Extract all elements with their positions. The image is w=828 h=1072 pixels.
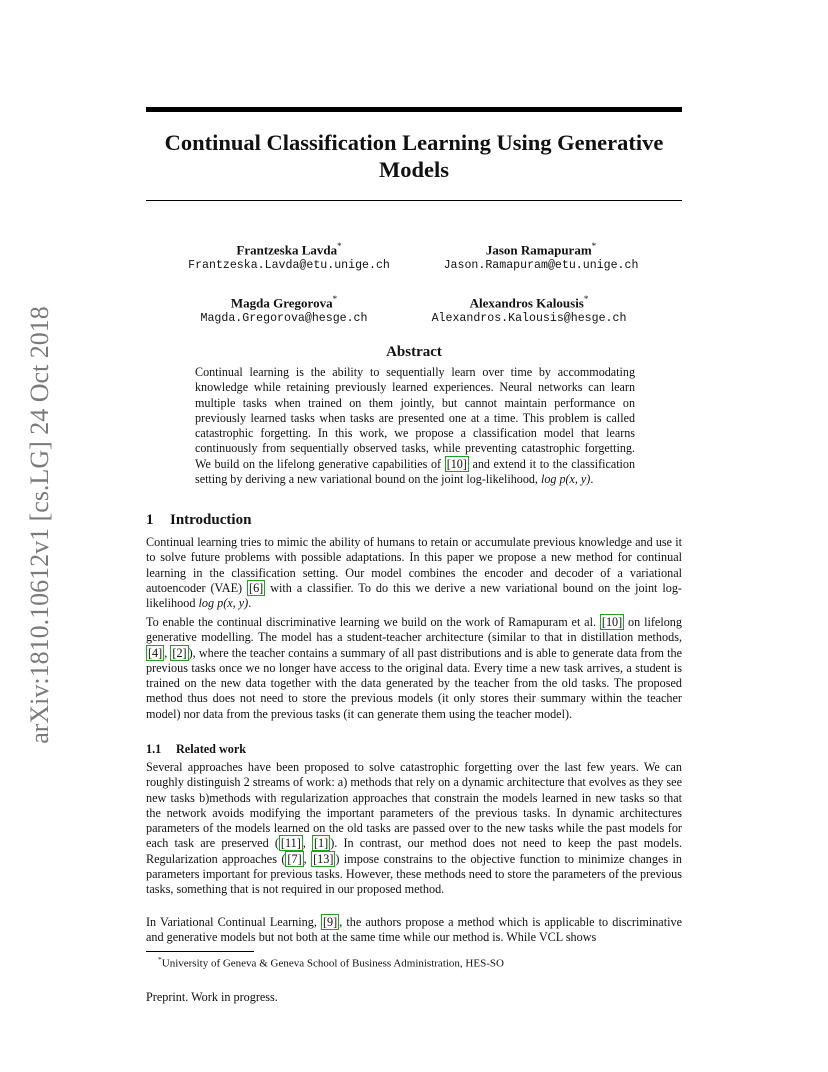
author-email[interactable]: Frantzeska.Lavda@etu.unige.ch bbox=[188, 259, 390, 273]
author-block-3 bbox=[149, 291, 419, 327]
title-line-1: Continual Classification Learning Using Generative bbox=[164, 130, 664, 155]
author-block-4 bbox=[394, 291, 664, 327]
arxiv-stamp: arXiv:1810.10612v1 [cs.LG] 24 Oct 2018 bbox=[25, 306, 54, 744]
related-work-paragraph-2: In Variational Continual Learning, [9] , the authors propose a method which is applicable to discriminative and generative models but not both at the same time while our method is. While VCL shows bbox=[146, 915, 682, 945]
math-expression: log p(x, y) bbox=[198, 596, 249, 611]
author-block-1 bbox=[154, 238, 424, 274]
subsection-heading-related-work: 1.1 Related work bbox=[146, 742, 247, 756]
abstract-text: Continual learning is the ability to sequentially learn over time by accommodating knowledge while retaining previously learned experiences. Neural networks can learn multiple tasks when trained on them jointly, but cannot maintain performance on previously learned tasks when tasks are presented one at a time. This problem is called catastrophic forgetting. In this work, we propose a classification model that learns continuously from sequentially observed tasks, while preventing catastrophic forgetting. We build on the lifelong generative capabilities of [10] and extend it to the classification setting by deriving a new variational bound on the joint log-likelihood, log p(x, y). bbox=[195, 365, 636, 487]
author-name: Jason Ramapuram* bbox=[485, 241, 597, 258]
citation-link[interactable]: [9] bbox=[323, 915, 338, 929]
citation-link[interactable]: [7] bbox=[287, 851, 302, 866]
citation-link[interactable]: [4] bbox=[148, 645, 163, 660]
citation-link[interactable]: [6] bbox=[249, 580, 264, 595]
author-name: Magda Gregorova* bbox=[230, 294, 338, 311]
title-top-rule bbox=[146, 107, 682, 112]
footnote-rule bbox=[146, 951, 254, 952]
citation-link[interactable]: [10] bbox=[601, 615, 623, 629]
citation-link[interactable]: [2] bbox=[172, 645, 187, 660]
section-heading-introduction: 1 Introduction bbox=[146, 512, 252, 528]
author-email[interactable]: Jason.Ramapuram@etu.unige.ch bbox=[443, 259, 639, 273]
author-email[interactable]: Magda.Gregorova@hesge.ch bbox=[200, 312, 368, 326]
author-name: Frantzeska Lavda* bbox=[236, 241, 342, 258]
citation-link[interactable]: [1] bbox=[313, 836, 329, 851]
title-line-2: Models bbox=[379, 157, 449, 182]
abstract-heading: Abstract bbox=[386, 344, 442, 360]
footnote: *University of Geneva & Geneva School of Business Administration, HES-SO bbox=[158, 955, 504, 970]
author-block-2 bbox=[406, 238, 676, 274]
paper-title bbox=[146, 129, 682, 183]
math-expression: log p(x, y) bbox=[540, 472, 591, 487]
citation-link[interactable]: [13] bbox=[313, 851, 334, 866]
related-work-paragraph-1: Several approaches have been proposed to solve catastrophic forgetting over the last few years. We can roughly distinguish 2 streams of work: a) methods that rely on a dynamic architecture that evolves as they see new tasks b)methods with regularization approaches that constrain the models learned in new tasks so that the network avoids modifying the important parameters of the previous tasks. In dynamic architectures parameters of the models learned on the old tasks are passed over to the new tasks while the past models for each task are preserved ( [11] , [1] ). In contrast, our method does not need to keep the past models. Regularization approaches ( [7] , [13] ) impose constrains to the objective function to minimize changes in parameters important for previous tasks. However, these methods need to store the parameters of the previous tasks, something that is not required in our proposed method. bbox=[146, 760, 682, 897]
intro-paragraph-2: To enable the continual discriminative learning we build on the work of Ramapuram et al. [10] on lifelong generative modelling. The model has a student-teacher architecture (similar to that in distillation methods, [4] , [2] ), where the teacher contains a summary of all past distributions and is able to generate data from the previous tasks once we no longer have access to the original data. Every time a new task arrives, a student is trained on the new data together with the data generated by the teacher from the old tasks. The proposed method thus does not need to store the previous models (it only stores their summary within the teacher model) nor data from the previous tasks (it can generate them using the teacher model). bbox=[146, 615, 682, 721]
intro-paragraph-1: Continual learning tries to mimic the ability of humans to retain or accumulate previous knowledge and use it to solve future problems with possible adaptations. In this paper we propose a new method for continual learning in the classification setting. Our model combines the encoder and decoder of a variational autoencoder (VAE) [6] with a classifier. To do this we derive a new variational bound on the joint log-likelihood log p(x, y). bbox=[146, 535, 682, 611]
preprint-note: Preprint. Work in progress. bbox=[146, 990, 278, 1004]
title-bottom-rule bbox=[146, 200, 682, 201]
author-name: Alexandros Kalousis* bbox=[469, 294, 589, 311]
citation-link[interactable]: [11] bbox=[280, 836, 301, 851]
author-email[interactable]: Alexandros.Kalousis@hesge.ch bbox=[431, 312, 627, 326]
citation-link[interactable]: [10] bbox=[446, 456, 467, 471]
